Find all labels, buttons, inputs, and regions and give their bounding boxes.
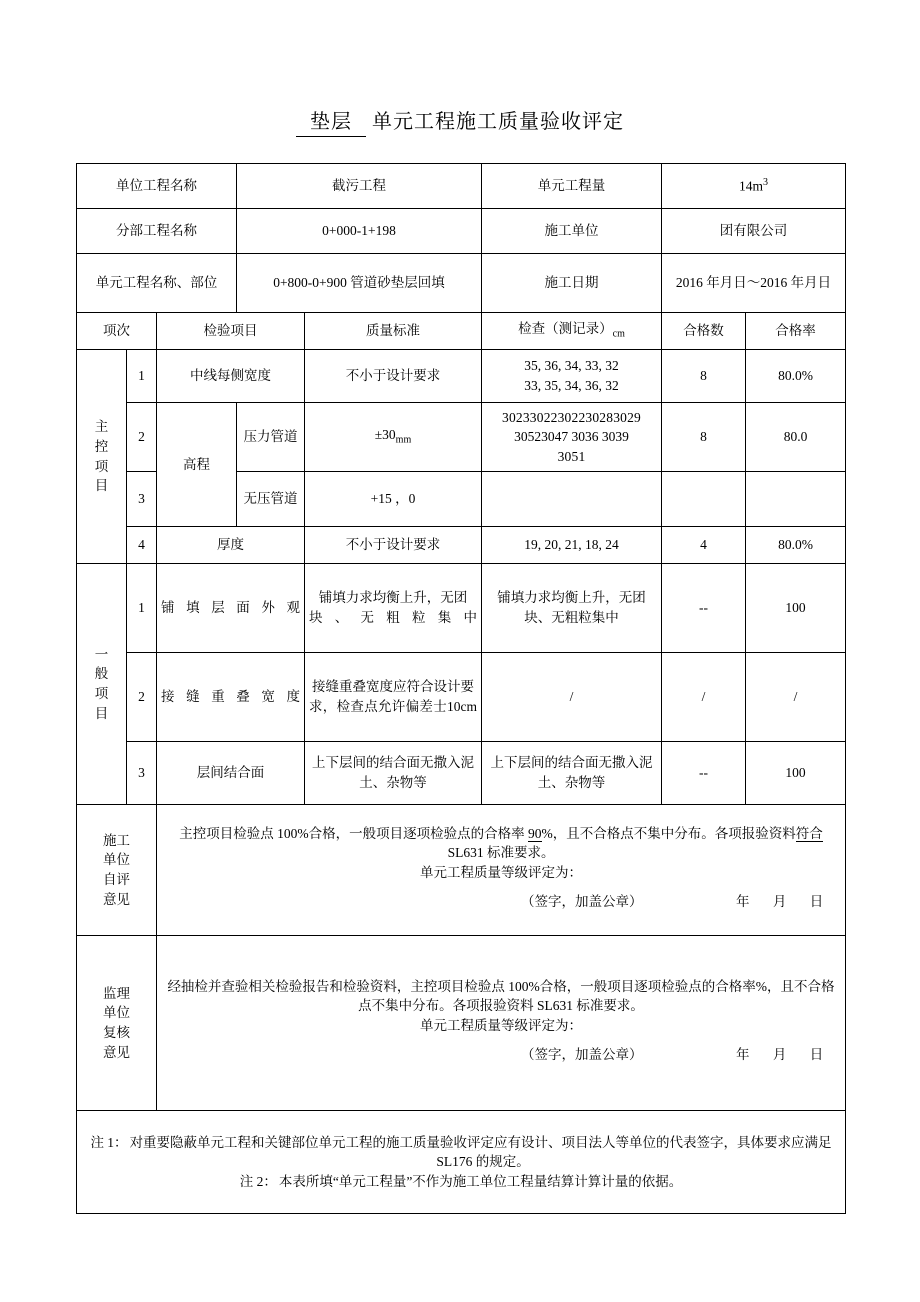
opinion-body-supervision-unit[interactable]: [157, 936, 846, 1111]
opinion-label-char: 单位: [103, 1005, 130, 1021]
row-pass-rate[interactable]: 100: [746, 742, 846, 805]
column-header-pass-count: 合格数: [662, 313, 746, 350]
row-seq-number: 4: [127, 527, 157, 564]
row-standard: 铺填力求均衡上升，无团块、无粗粒集中: [305, 564, 482, 653]
row-item-name: 铺填层面外观: [157, 564, 305, 653]
page-title-line: [296, 105, 624, 137]
row-seq-number: 3: [127, 742, 157, 805]
signature-date-label[interactable]: 年 月 日: [736, 1047, 834, 1063]
row-standard: +15 ，0: [305, 472, 482, 527]
group-label-char: 主: [94, 419, 109, 435]
opinion-label-char: 自评: [103, 872, 130, 887]
group-label-char: 一: [94, 646, 109, 662]
row-record-values[interactable]: 上下层间的结合面无撒入泥土、杂物等: [482, 742, 662, 805]
label-unit-name-location: 单元工程名称、部位: [77, 254, 237, 313]
standard-unit: mm: [395, 435, 412, 447]
table-row-main-2: [77, 403, 846, 472]
opinion-paragraph-grade: 单元工程质量等级评定为：: [420, 864, 582, 880]
row-standard: 不小于设计要求: [305, 527, 482, 564]
opinion-text-part-a: 主控项目检验点 100%合格，一般项目逐项检验点的合格率: [179, 825, 528, 841]
row-record-values[interactable]: [482, 472, 662, 527]
row-pass-count[interactable]: [662, 472, 746, 527]
note-item: [81, 1133, 841, 1172]
row-record-values[interactable]: [482, 350, 662, 403]
opinion-label-char: 意见: [103, 1044, 130, 1060]
opinion-pass-rate-value[interactable]: 90: [528, 825, 542, 841]
table-row-general-1: [77, 564, 846, 653]
column-header-item: 检验项目: [157, 313, 305, 350]
record-line: 30523047 3036 3039: [514, 429, 629, 445]
column-header-record-text: 检查（测记录）: [518, 321, 613, 337]
row-item-name: 厚度: [157, 527, 305, 564]
row-seq-number: 1: [127, 564, 157, 653]
opinion-label-construction-unit: [77, 805, 157, 936]
value-unit-quantity[interactable]: $14m^3$: [662, 164, 846, 209]
label-unit-project-name: 单位工程名称: [77, 164, 237, 209]
record-line: 35, 36, 34, 33, 32: [524, 358, 619, 374]
column-header-standard: 质量标准: [305, 313, 482, 350]
group-label-char: 目: [94, 705, 109, 721]
record-line: 3051: [557, 448, 586, 464]
group-label-char: 控: [94, 438, 109, 454]
row-pass-count[interactable]: /: [662, 653, 746, 742]
label-construction-date: 施工日期: [482, 254, 662, 313]
table-column-header-row: [77, 313, 846, 350]
opinion-body-construction-unit[interactable]: [157, 805, 846, 936]
opinion-paragraph-grade: 单元工程质量等级评定为：: [420, 1017, 582, 1033]
note-label: 注 1：: [90, 1134, 128, 1150]
row-standard: 接缝重叠宽度应符合设计要求，检查点允许偏差士10cm: [305, 653, 482, 742]
value-unit-name-location[interactable]: 0+800-0+900 管道砂垫层回填: [237, 254, 482, 313]
table-row-main-4: [77, 527, 846, 564]
title-main-text: 单元工程施工质量验收评定: [372, 111, 624, 133]
row-seq-number: 3: [127, 472, 157, 527]
value-division-project-name[interactable]: 0+000-1+198: [237, 209, 482, 254]
group-label-char: 般: [94, 666, 109, 682]
row-pass-rate[interactable]: 80.0%: [746, 527, 846, 564]
row-standard: 上下层间的结合面无撒入泥土、杂物等: [305, 742, 482, 805]
label-unit-quantity: 单元工程量: [482, 164, 662, 209]
table-row-general-3: [77, 742, 846, 805]
value-construction-date[interactable]: 2016 年月日～2016 年月日: [662, 254, 846, 313]
signature-row: [161, 892, 841, 916]
opinion-conformity-value[interactable]: 符合: [795, 825, 823, 841]
table-row-general-2: [77, 653, 846, 742]
row-subitem-pressure-pipe: 压力管道: [237, 403, 305, 472]
row-seq-number: 2: [127, 403, 157, 472]
row-subitem-gravity-pipe: 无压管道: [237, 472, 305, 527]
standard-value: ±30: [374, 427, 396, 443]
row-item-name: 接缝重叠宽度: [157, 653, 305, 742]
value-unit-project-name[interactable]: 截污工程: [237, 164, 482, 209]
opinion-paragraph-summary: [161, 824, 841, 863]
header-row-division-project: [77, 209, 846, 254]
header-row-unit-project: [77, 164, 846, 209]
header-row-unit-name-location: [77, 254, 846, 313]
note-text: 对重要隐蔽单元工程和关键部位单元工程的施工质量验收评定应有设计、项目法人等单位的代表签字，具体要求应满足 SL176 的规定。: [129, 1134, 832, 1170]
group-label-general-items: [77, 564, 127, 805]
opinion-row-supervision-unit: [77, 936, 846, 1111]
row-item-name-elevation: 高程: [157, 403, 237, 527]
note-item: [81, 1172, 841, 1192]
group-label-char: 目: [94, 478, 109, 494]
opinion-text-part-b: %，且不合格点不集中分布。各项报验资料: [541, 825, 796, 841]
row-pass-rate[interactable]: [746, 472, 846, 527]
row-record-values[interactable]: 19, 20, 21, 18, 24: [482, 527, 662, 564]
row-item-name: 中线每侧宽度: [157, 350, 305, 403]
form-notes: [77, 1111, 846, 1214]
row-pass-rate[interactable]: 80.0: [746, 403, 846, 472]
label-division-project-name: 分部工程名称: [77, 209, 237, 254]
row-pass-count[interactable]: --: [662, 742, 746, 805]
opinion-text-part-c: SL631 标准要求。: [447, 845, 555, 861]
signature-seal-label: （签字，加盖公章）: [521, 894, 643, 910]
row-seq-number: 1: [127, 350, 157, 403]
column-header-record: [482, 313, 662, 350]
row-standard: 不小于设计要求: [305, 350, 482, 403]
opinion-label-char: 意见: [103, 891, 130, 907]
record-unit-label: cm: [612, 329, 625, 341]
group-label-char: 项: [94, 686, 109, 701]
opinion-label-char: 单位: [103, 852, 130, 868]
title-blank-field: 垫层: [296, 105, 366, 137]
row-standard: [305, 403, 482, 472]
group-label-main-items: [77, 350, 127, 564]
row-item-name: 层间结合面: [157, 742, 305, 805]
row-record-values[interactable]: [482, 403, 662, 472]
note-label: 注 2：: [239, 1173, 277, 1189]
table-row-main-1: [77, 350, 846, 403]
page-title: [0, 105, 920, 137]
cubic-meter-superscript: 3: [763, 176, 769, 188]
signature-date-label[interactable]: 年 月 日: [736, 894, 834, 910]
record-line: 33, 35, 34, 36, 32: [524, 378, 619, 393]
opinion-label-char: 施工: [103, 832, 130, 848]
opinion-label-char: 监理: [103, 985, 130, 1001]
row-pass-count[interactable]: 8: [662, 403, 746, 472]
column-header-seq: 项次: [77, 313, 157, 350]
opinion-label-char: 复核: [103, 1025, 130, 1040]
group-label-char: 项: [94, 458, 109, 474]
row-pass-rate[interactable]: 80.0%: [746, 350, 846, 403]
value-construction-unit[interactable]: 团有限公司: [662, 209, 846, 254]
opinion-label-supervision-unit: [77, 936, 157, 1111]
note-text: 本表所填“单元工程量”不作为施工单位工程量结算计算计量的依据。: [278, 1173, 683, 1189]
signature-seal-label: （签字，加盖公章）: [521, 1047, 643, 1063]
row-pass-count[interactable]: 8: [662, 350, 746, 403]
opinion-row-construction-unit: [77, 805, 846, 936]
record-line: 30233022302230283029: [502, 409, 641, 425]
row-seq-number: 2: [127, 653, 157, 742]
row-record-values[interactable]: /: [482, 653, 662, 742]
quality-acceptance-form: [76, 163, 846, 1214]
notes-row: [77, 1111, 846, 1214]
row-record-values[interactable]: 铺填力求均衡上升，无团块、无粗粒集中: [482, 564, 662, 653]
row-pass-count[interactable]: --: [662, 564, 746, 653]
opinion-paragraph-summary: 经抽检并查验相关检验报告和检验资料，主控项目检验点 100%合格，一般项目逐项检验点的合格率%，且不合格点不集中分布。各项报验资料 SL631 标准要求。: [167, 978, 835, 1014]
label-construction-unit: 施工单位: [482, 209, 662, 254]
signature-row: [161, 1045, 841, 1069]
row-pass-rate[interactable]: /: [746, 653, 846, 742]
row-pass-count[interactable]: 4: [662, 527, 746, 564]
row-pass-rate[interactable]: 100: [746, 564, 846, 653]
column-header-pass-rate: 合格率: [746, 313, 846, 350]
